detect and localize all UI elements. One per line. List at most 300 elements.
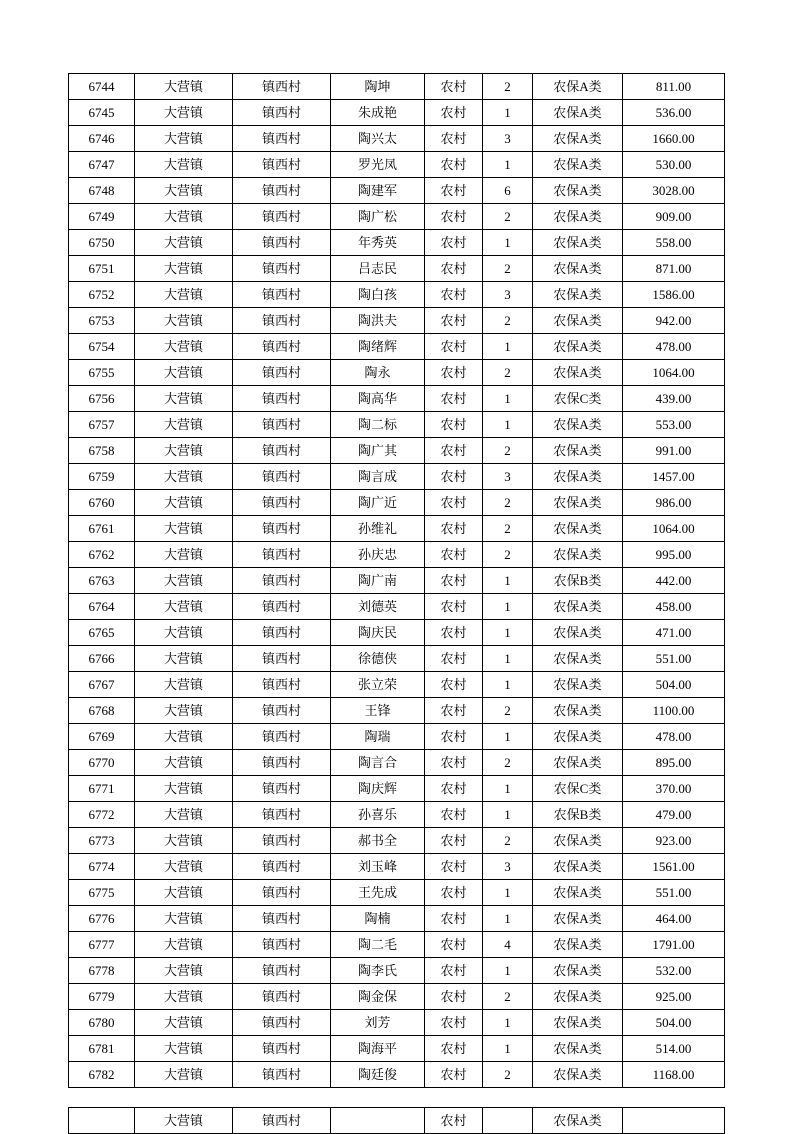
cell-town: 大营镇	[135, 516, 233, 542]
cell-village: 镇西村	[233, 620, 331, 646]
cell-count: 2	[483, 828, 533, 854]
cell-id: 6778	[69, 958, 135, 984]
cell-village: 镇西村	[233, 386, 331, 412]
cell-name: 陶言合	[331, 750, 425, 776]
cell-village: 镇西村	[233, 490, 331, 516]
cell-village: 镇西村	[233, 646, 331, 672]
cell-name: 陶广近	[331, 490, 425, 516]
table-row	[69, 204, 725, 230]
cell-id: 6774	[69, 854, 135, 880]
cell-amount: 1100.00	[623, 698, 725, 724]
cell-category: 农保A类	[533, 594, 623, 620]
table-row	[69, 880, 725, 906]
cell-name: 陶洪夫	[331, 308, 425, 334]
cell-type: 农村	[425, 958, 483, 984]
cell-town: 大营镇	[135, 256, 233, 282]
cell-amount: 370.00	[623, 776, 725, 802]
cell-id: 6771	[69, 776, 135, 802]
cell-village: 镇西村	[233, 1062, 331, 1088]
cell-count: 2	[483, 74, 533, 100]
cell-town: 大营镇	[135, 126, 233, 152]
cell-town: 大营镇	[135, 932, 233, 958]
cell-category: 农保A类	[533, 620, 623, 646]
cell-category: 农保A类	[533, 1108, 623, 1134]
table-row	[69, 672, 725, 698]
cell-name: 陶海平	[331, 1036, 425, 1062]
cell-id: 6757	[69, 412, 135, 438]
cell-village: 镇西村	[233, 724, 331, 750]
table-row	[69, 724, 725, 750]
cell-town: 大营镇	[135, 906, 233, 932]
cell-town: 大营镇	[135, 698, 233, 724]
cell-id: 6749	[69, 204, 135, 230]
cell-category: 农保A类	[533, 464, 623, 490]
cell-count: 2	[483, 516, 533, 542]
cell-id: 6775	[69, 880, 135, 906]
cell-name	[331, 1108, 425, 1134]
cell-village: 镇西村	[233, 672, 331, 698]
cell-village: 镇西村	[233, 412, 331, 438]
cell-category: 农保B类	[533, 802, 623, 828]
cell-category: 农保A类	[533, 126, 623, 152]
table-row	[69, 178, 725, 204]
cell-category: 农保A类	[533, 334, 623, 360]
cell-village: 镇西村	[233, 178, 331, 204]
cell-village: 镇西村	[233, 698, 331, 724]
cell-type: 农村	[425, 126, 483, 152]
cell-id: 6772	[69, 802, 135, 828]
cell-village: 镇西村	[233, 776, 331, 802]
cell-id: 6751	[69, 256, 135, 282]
table-row	[69, 516, 725, 542]
cell-village: 镇西村	[233, 74, 331, 100]
cell-id: 6750	[69, 230, 135, 256]
cell-village: 镇西村	[233, 568, 331, 594]
cell-name: 陶金保	[331, 984, 425, 1010]
cell-count: 1	[483, 776, 533, 802]
cell-town: 大营镇	[135, 74, 233, 100]
cell-amount: 551.00	[623, 880, 725, 906]
cell-type: 农村	[425, 204, 483, 230]
cell-town: 大营镇	[135, 1062, 233, 1088]
cell-town: 大营镇	[135, 308, 233, 334]
cell-type: 农村	[425, 438, 483, 464]
cell-name: 陶二标	[331, 412, 425, 438]
cell-amount: 991.00	[623, 438, 725, 464]
cell-type: 农村	[425, 802, 483, 828]
cell-category: 农保A类	[533, 906, 623, 932]
cell-town: 大营镇	[135, 984, 233, 1010]
table-row	[69, 74, 725, 100]
cell-count: 1	[483, 334, 533, 360]
cell-name: 张立荣	[331, 672, 425, 698]
cell-amount: 536.00	[623, 100, 725, 126]
cell-village: 镇西村	[233, 906, 331, 932]
table-row	[69, 594, 725, 620]
cell-category: 农保A类	[533, 178, 623, 204]
cell-category: 农保A类	[533, 672, 623, 698]
cell-count: 3	[483, 126, 533, 152]
table-row	[69, 984, 725, 1010]
cell-category: 农保A类	[533, 516, 623, 542]
cell-count	[483, 1108, 533, 1134]
cell-town: 大营镇	[135, 854, 233, 880]
cell-name: 陶坤	[331, 74, 425, 100]
cell-town: 大营镇	[135, 490, 233, 516]
table-row	[69, 282, 725, 308]
cell-id: 6755	[69, 360, 135, 386]
table-row	[69, 1062, 725, 1088]
cell-category: 农保C类	[533, 776, 623, 802]
cell-type: 农村	[425, 776, 483, 802]
cell-id	[69, 1108, 135, 1134]
cell-town: 大营镇	[135, 646, 233, 672]
cell-amount: 909.00	[623, 204, 725, 230]
cell-amount: 551.00	[623, 646, 725, 672]
cell-amount: 478.00	[623, 334, 725, 360]
cell-type: 农村	[425, 100, 483, 126]
cell-town: 大营镇	[135, 594, 233, 620]
cell-count: 1	[483, 594, 533, 620]
cell-amount: 925.00	[623, 984, 725, 1010]
cell-village: 镇西村	[233, 802, 331, 828]
cell-type: 农村	[425, 1108, 483, 1134]
cell-town: 大营镇	[135, 386, 233, 412]
cell-village: 镇西村	[233, 1036, 331, 1062]
table-row	[69, 698, 725, 724]
records-table	[68, 73, 725, 1088]
cell-amount: 514.00	[623, 1036, 725, 1062]
cell-type: 农村	[425, 334, 483, 360]
table-row	[69, 958, 725, 984]
cell-name: 陶广其	[331, 438, 425, 464]
cell-name: 陶广松	[331, 204, 425, 230]
cell-amount: 1660.00	[623, 126, 725, 152]
cell-count: 1	[483, 1036, 533, 1062]
cell-village: 镇西村	[233, 542, 331, 568]
cell-name: 陶瑞	[331, 724, 425, 750]
cell-town: 大营镇	[135, 776, 233, 802]
cell-amount: 458.00	[623, 594, 725, 620]
table-row	[69, 932, 725, 958]
cell-town: 大营镇	[135, 230, 233, 256]
cell-name: 孙庆忠	[331, 542, 425, 568]
cell-id: 6777	[69, 932, 135, 958]
cell-town: 大营镇	[135, 542, 233, 568]
cell-type: 农村	[425, 152, 483, 178]
cell-name: 吕志民	[331, 256, 425, 282]
cell-count: 4	[483, 932, 533, 958]
cell-type: 农村	[425, 282, 483, 308]
cell-id: 6773	[69, 828, 135, 854]
cell-amount: 1064.00	[623, 516, 725, 542]
cell-type: 农村	[425, 412, 483, 438]
cell-village: 镇西村	[233, 334, 331, 360]
cell-count: 6	[483, 178, 533, 204]
cell-type: 农村	[425, 906, 483, 932]
cell-amount: 479.00	[623, 802, 725, 828]
table-row	[69, 620, 725, 646]
cell-type: 农村	[425, 932, 483, 958]
cell-town: 大营镇	[135, 152, 233, 178]
cell-amount: 1586.00	[623, 282, 725, 308]
cell-amount: 995.00	[623, 542, 725, 568]
cell-category: 农保A类	[533, 1036, 623, 1062]
cell-amount: 558.00	[623, 230, 725, 256]
cell-amount: 439.00	[623, 386, 725, 412]
cell-type: 农村	[425, 360, 483, 386]
cell-amount: 478.00	[623, 724, 725, 750]
cell-town: 大营镇	[135, 204, 233, 230]
cell-village: 镇西村	[233, 438, 331, 464]
cell-category: 农保A类	[533, 204, 623, 230]
cell-id: 6746	[69, 126, 135, 152]
cell-amount: 1457.00	[623, 464, 725, 490]
cell-town: 大营镇	[135, 334, 233, 360]
cell-category: 农保B类	[533, 568, 623, 594]
cell-type: 农村	[425, 178, 483, 204]
cell-category: 农保C类	[533, 386, 623, 412]
cell-count: 3	[483, 282, 533, 308]
cell-category: 农保A类	[533, 438, 623, 464]
cell-village: 镇西村	[233, 282, 331, 308]
cell-count: 1	[483, 568, 533, 594]
cell-id: 6748	[69, 178, 135, 204]
cell-id: 6756	[69, 386, 135, 412]
cell-count: 1	[483, 672, 533, 698]
cell-type: 农村	[425, 646, 483, 672]
cell-type: 农村	[425, 516, 483, 542]
cell-category: 农保A类	[533, 750, 623, 776]
cell-name: 陶楠	[331, 906, 425, 932]
cell-count: 3	[483, 854, 533, 880]
cell-amount: 942.00	[623, 308, 725, 334]
cell-id: 6763	[69, 568, 135, 594]
cell-category: 农保A类	[533, 958, 623, 984]
cell-id: 6744	[69, 74, 135, 100]
cell-id: 6782	[69, 1062, 135, 1088]
cell-type: 农村	[425, 1036, 483, 1062]
table-row	[69, 126, 725, 152]
cell-name: 王先成	[331, 880, 425, 906]
cell-town: 大营镇	[135, 100, 233, 126]
cell-count: 2	[483, 542, 533, 568]
cell-type: 农村	[425, 620, 483, 646]
cell-town: 大营镇	[135, 620, 233, 646]
cell-count: 1	[483, 906, 533, 932]
cell-town: 大营镇	[135, 178, 233, 204]
cell-village: 镇西村	[233, 932, 331, 958]
cell-village: 镇西村	[233, 1108, 331, 1134]
cell-id: 6780	[69, 1010, 135, 1036]
cell-town: 大营镇	[135, 1010, 233, 1036]
cell-type: 农村	[425, 74, 483, 100]
cell-name: 郝书全	[331, 828, 425, 854]
cell-amount: 1064.00	[623, 360, 725, 386]
cell-count: 1	[483, 230, 533, 256]
cell-count: 2	[483, 490, 533, 516]
cell-category: 农保A类	[533, 412, 623, 438]
cell-amount: 895.00	[623, 750, 725, 776]
cell-id: 6758	[69, 438, 135, 464]
cell-town: 大营镇	[135, 1036, 233, 1062]
table-row	[69, 542, 725, 568]
cell-town: 大营镇	[135, 724, 233, 750]
cell-category: 农保A类	[533, 724, 623, 750]
cell-id: 6762	[69, 542, 135, 568]
cell-id: 6745	[69, 100, 135, 126]
cell-category: 农保A类	[533, 646, 623, 672]
cell-name: 陶兴太	[331, 126, 425, 152]
table-row	[69, 256, 725, 282]
cell-category: 农保A类	[533, 828, 623, 854]
cell-town: 大营镇	[135, 360, 233, 386]
cell-category: 农保A类	[533, 74, 623, 100]
cell-count: 2	[483, 984, 533, 1010]
cell-count: 1	[483, 724, 533, 750]
cell-village: 镇西村	[233, 464, 331, 490]
cell-type: 农村	[425, 464, 483, 490]
cell-amount: 504.00	[623, 672, 725, 698]
cell-id: 6760	[69, 490, 135, 516]
cell-village: 镇西村	[233, 750, 331, 776]
table-row	[69, 438, 725, 464]
cell-village: 镇西村	[233, 100, 331, 126]
cell-town: 大营镇	[135, 1108, 233, 1134]
cell-type: 农村	[425, 880, 483, 906]
cell-amount: 504.00	[623, 1010, 725, 1036]
cell-type: 农村	[425, 594, 483, 620]
cell-type: 农村	[425, 568, 483, 594]
table-row	[69, 802, 725, 828]
table-row	[69, 386, 725, 412]
cell-count: 2	[483, 438, 533, 464]
cell-id: 6779	[69, 984, 135, 1010]
cell-town: 大营镇	[135, 750, 233, 776]
cell-name: 陶广南	[331, 568, 425, 594]
cell-town: 大营镇	[135, 282, 233, 308]
cell-name: 罗光凤	[331, 152, 425, 178]
cell-name: 陶白孩	[331, 282, 425, 308]
cell-type: 农村	[425, 724, 483, 750]
table-row	[69, 360, 725, 386]
cell-town: 大营镇	[135, 672, 233, 698]
cell-id: 6764	[69, 594, 135, 620]
cell-name: 陶二毛	[331, 932, 425, 958]
cell-category: 农保A类	[533, 932, 623, 958]
cell-count: 2	[483, 204, 533, 230]
cell-type: 农村	[425, 542, 483, 568]
cell-town: 大营镇	[135, 958, 233, 984]
table-row	[69, 1108, 725, 1134]
table-row	[69, 152, 725, 178]
cell-id: 6747	[69, 152, 135, 178]
cell-count: 2	[483, 698, 533, 724]
cell-count: 1	[483, 620, 533, 646]
cell-type: 农村	[425, 672, 483, 698]
cell-count: 1	[483, 386, 533, 412]
cell-amount: 442.00	[623, 568, 725, 594]
cell-name: 朱成艳	[331, 100, 425, 126]
cell-id: 6765	[69, 620, 135, 646]
cell-village: 镇西村	[233, 1010, 331, 1036]
cell-town: 大营镇	[135, 412, 233, 438]
cell-id: 6766	[69, 646, 135, 672]
cell-village: 镇西村	[233, 854, 331, 880]
cell-id: 6768	[69, 698, 135, 724]
cell-town: 大营镇	[135, 802, 233, 828]
cell-category: 农保A类	[533, 282, 623, 308]
cell-id: 6754	[69, 334, 135, 360]
cell-category: 农保A类	[533, 490, 623, 516]
cell-id: 6752	[69, 282, 135, 308]
cell-village: 镇西村	[233, 126, 331, 152]
cell-amount: 553.00	[623, 412, 725, 438]
cell-amount: 1791.00	[623, 932, 725, 958]
cell-village: 镇西村	[233, 360, 331, 386]
cell-town: 大营镇	[135, 568, 233, 594]
cell-category: 农保A类	[533, 230, 623, 256]
cell-count: 2	[483, 256, 533, 282]
cell-village: 镇西村	[233, 204, 331, 230]
cell-amount: 532.00	[623, 958, 725, 984]
cell-count: 2	[483, 750, 533, 776]
cell-amount: 471.00	[623, 620, 725, 646]
table-row	[69, 568, 725, 594]
cell-id: 6761	[69, 516, 135, 542]
cell-village: 镇西村	[233, 828, 331, 854]
cell-village: 镇西村	[233, 516, 331, 542]
cell-category: 农保A类	[533, 256, 623, 282]
cell-name: 陶庆民	[331, 620, 425, 646]
cell-village: 镇西村	[233, 152, 331, 178]
cell-count: 1	[483, 802, 533, 828]
cell-name: 陶李氏	[331, 958, 425, 984]
cell-type: 农村	[425, 828, 483, 854]
cell-name: 陶廷俊	[331, 1062, 425, 1088]
cell-name: 陶永	[331, 360, 425, 386]
table-row	[69, 334, 725, 360]
cell-type: 农村	[425, 1062, 483, 1088]
cell-village: 镇西村	[233, 256, 331, 282]
cell-category: 农保A类	[533, 698, 623, 724]
cell-category: 农保A类	[533, 984, 623, 1010]
cell-name: 年秀英	[331, 230, 425, 256]
cell-type: 农村	[425, 698, 483, 724]
cell-count: 2	[483, 308, 533, 334]
cell-id: 6770	[69, 750, 135, 776]
cell-type: 农村	[425, 386, 483, 412]
cell-name: 孙维礼	[331, 516, 425, 542]
cell-count: 2	[483, 360, 533, 386]
cell-type: 农村	[425, 1010, 483, 1036]
cell-amount: 530.00	[623, 152, 725, 178]
cell-id: 6767	[69, 672, 135, 698]
cell-name: 刘芳	[331, 1010, 425, 1036]
table-row	[69, 906, 725, 932]
cell-name: 刘德英	[331, 594, 425, 620]
cell-amount: 464.00	[623, 906, 725, 932]
table-row	[69, 1010, 725, 1036]
cell-town: 大营镇	[135, 880, 233, 906]
cell-category: 农保A类	[533, 1010, 623, 1036]
table-row	[69, 750, 725, 776]
cell-count: 2	[483, 1062, 533, 1088]
table-row	[69, 464, 725, 490]
cell-type: 农村	[425, 256, 483, 282]
cell-village: 镇西村	[233, 308, 331, 334]
cell-id: 6776	[69, 906, 135, 932]
